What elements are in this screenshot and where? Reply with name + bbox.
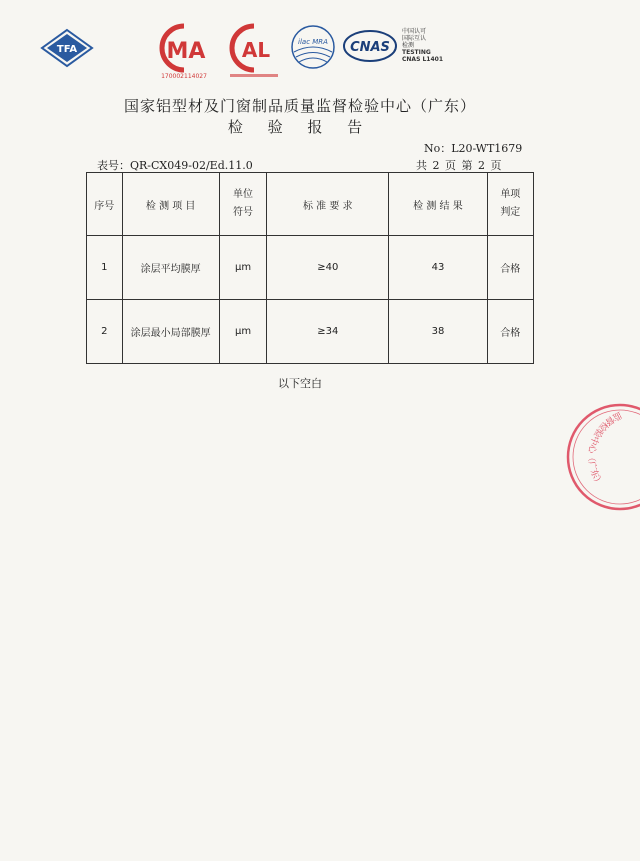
cell-verdict: 合格 — [487, 236, 533, 300]
report-subtitle: 检 验 报 告 — [227, 118, 373, 136]
cell-item: 涂层平均膜厚 — [122, 236, 219, 300]
cell-requirement: ≥34 — [267, 300, 389, 364]
page-counter: 共 2 页 第 2 页 — [416, 159, 502, 172]
svg-text:监督检验中心（广东）: 监督检验中心（广东） — [585, 409, 623, 489]
certification-logos — [0, 18, 600, 78]
cell-seq: 1 — [87, 236, 123, 300]
official-seal — [560, 402, 640, 512]
header-requirement: 标 准 要 求 — [267, 173, 389, 236]
cal-logo — [226, 22, 282, 80]
table-header-row — [87, 173, 534, 236]
svg-text:AL: AL — [241, 38, 271, 62]
blank-below-note: 以下空白 — [278, 377, 322, 390]
ilac-mra-logo — [290, 24, 336, 70]
svg-text:TFA: TFA — [56, 44, 78, 55]
header-verdict: 单项 判定 — [487, 173, 533, 236]
cell-result: 43 — [389, 236, 487, 300]
cell-result: 38 — [389, 300, 487, 364]
cell-unit: μm — [219, 300, 266, 364]
cnas-line: 中国认可 — [402, 28, 427, 35]
cnas-line: TESTING — [402, 49, 431, 56]
svg-text:CNAS: CNAS — [350, 40, 390, 55]
cnas-accreditation-text — [402, 28, 443, 63]
cell-item: 涂层最小局部膜厚 — [122, 300, 219, 364]
svg-text:MA: MA — [166, 39, 206, 64]
table-row — [87, 236, 534, 300]
cell-unit: μm — [219, 236, 266, 300]
table-row — [87, 300, 534, 364]
cell-verdict: 合格 — [487, 300, 533, 364]
svg-text:170002114027: 170002114027 — [161, 73, 207, 80]
header-result: 检 测 结 果 — [389, 173, 487, 236]
cnas-line: 检测 — [402, 42, 415, 49]
tfa-logo — [40, 28, 94, 68]
results-table — [86, 172, 534, 364]
cnas-logo — [342, 28, 398, 64]
cma-logo — [150, 22, 218, 80]
cnas-line: CNAS L1401 — [402, 56, 444, 63]
header-seq: 序号 — [87, 173, 123, 236]
header-item: 检 测 项 目 — [122, 173, 219, 236]
cnas-line: 国际互认 — [402, 35, 427, 42]
cell-seq: 2 — [87, 300, 123, 364]
form-number: 表号：QR-CX049-02/Ed.11.0 — [97, 159, 253, 172]
header-unit: 单位 符号 — [219, 173, 266, 236]
svg-text:ilac MRA: ilac MRA — [298, 38, 328, 46]
report-number: No：L20-WT1679 — [424, 142, 523, 155]
cell-requirement: ≥40 — [267, 236, 389, 300]
report-title: 国家铝型材及门窗制品质量监督检验中心（广东） — [123, 97, 476, 115]
